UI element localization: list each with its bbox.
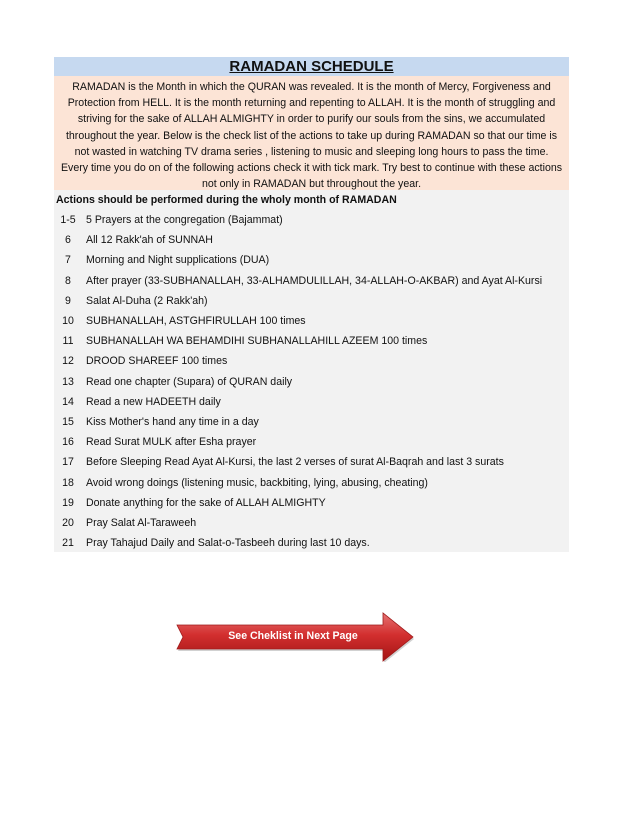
actions-list <box>54 190 569 552</box>
next-page-label[interactable]: See Cheklist in Next Page <box>228 630 358 642</box>
action-row <box>54 230 569 250</box>
action-row <box>54 493 569 513</box>
action-text: Morning and Night supplications (DUA) <box>86 254 270 267</box>
intro-paragraph: RAMADAN is the Month in which the QURAN was revealed. It is the month of Mercy, Forgiveness and Protection from HELL. It is the month returning and repenting to ALLAH. It is the month of struggling and striving for the sake of ALLAH ALMIGHTY in order to purify our souls from the sins, we accumulated throughout the year. Below is the check list of the actions to take up during RAMADAN so that our time is not wasted in watching TV drama series , listening to music and sleeping long hours to pass the time. Every time you do on of the following actions check it with tick mark. Try best to continue with these actions not only in RAMADAN but throughout the year. <box>54 76 569 190</box>
action-number: 7 <box>65 254 71 267</box>
action-number: 1-5 <box>60 214 76 227</box>
action-row <box>54 533 569 553</box>
action-number: 10 <box>62 315 74 328</box>
action-text: Read a new HADEETH daily <box>86 395 221 408</box>
action-number: 20 <box>62 516 74 529</box>
action-text: Donate anything for the sake of ALLAH ALMIGHTY <box>86 496 326 509</box>
action-text: Salat Al-Duha (2 Rakk'ah) <box>86 294 208 307</box>
action-text: 5 Prayers at the congregation (Bajammat) <box>86 214 283 227</box>
action-row <box>54 250 569 270</box>
action-number: 18 <box>62 476 74 489</box>
action-text: Before Sleeping Read Ayat Al-Kursi, the last 2 verses of surat Al-Baqrah and last 3 surats <box>86 456 504 469</box>
action-text: SUBHANALLAH, ASTGHFIRULLAH 100 times <box>86 315 306 328</box>
action-text: SUBHANALLAH WA BEHAMDIHI SUBHANALLAHILL AZEEM 100 times <box>86 335 428 348</box>
action-text: DROOD SHAREEF 100 times <box>86 355 228 368</box>
action-number: 19 <box>62 496 74 509</box>
action-number: 15 <box>62 415 74 428</box>
action-number: 17 <box>62 456 74 469</box>
action-number: 13 <box>62 375 74 388</box>
action-text: Pray Salat Al-Taraweeh <box>86 516 197 529</box>
action-number: 11 <box>62 335 74 348</box>
action-number: 8 <box>65 274 71 287</box>
action-number: 16 <box>62 436 74 449</box>
action-row <box>54 291 569 311</box>
actions-rows <box>54 210 569 553</box>
action-row <box>54 513 569 533</box>
action-text: Pray Tahajud Daily and Salat-o-Tasbeeh during last 10 days. <box>86 537 370 550</box>
action-row <box>54 472 569 492</box>
action-number: 21 <box>62 537 74 550</box>
action-number: 12 <box>62 355 74 368</box>
list-heading: Actions should be performed during the wholy month of RAMADAN <box>56 194 397 206</box>
action-row <box>54 331 569 351</box>
action-row <box>54 311 569 331</box>
action-text: Read Surat MULK after Esha prayer <box>86 436 257 449</box>
schedule-sheet <box>54 57 569 552</box>
action-number: 14 <box>62 395 74 408</box>
action-row <box>54 392 569 412</box>
action-text: Kiss Mother's hand any time in a day <box>86 415 259 428</box>
action-row <box>54 432 569 452</box>
action-row <box>54 372 569 392</box>
action-text: All 12 Rakk'ah of SUNNAH <box>86 234 213 247</box>
action-number: 9 <box>65 294 71 307</box>
action-row <box>54 412 569 432</box>
action-row <box>54 351 569 371</box>
next-page-arrow[interactable] <box>175 612 415 662</box>
action-row <box>54 271 569 291</box>
action-text: Read one chapter (Supara) of QURAN daily <box>86 375 293 388</box>
action-text: Avoid wrong doings (listening music, backbiting, lying, abusing, cheating) <box>86 476 428 489</box>
title-bar <box>54 57 569 76</box>
action-row <box>54 210 569 230</box>
page-title: RAMADAN SCHEDULE <box>229 58 394 75</box>
action-row <box>54 452 569 472</box>
action-number: 6 <box>65 234 71 247</box>
action-text: After prayer (33-SUBHANALLAH, 33-ALHAMDULILLAH, 34-ALLAH-O-AKBAR) and Ayat Al-Kursi <box>86 274 543 287</box>
